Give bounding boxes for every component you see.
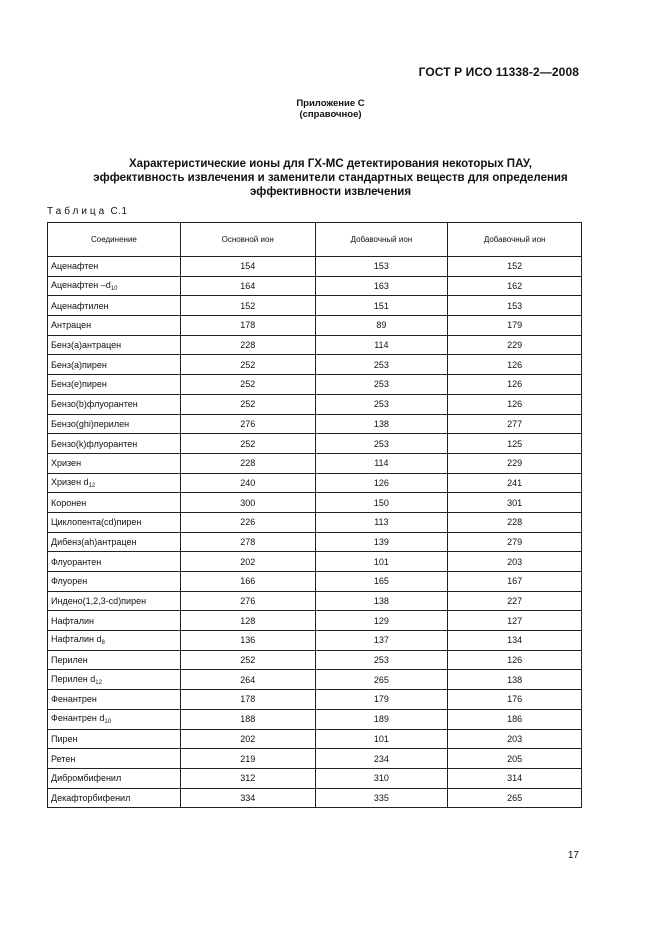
additional-ion-2-cell: 126 <box>448 375 582 395</box>
additional-ion-2-cell: 228 <box>448 512 582 532</box>
additional-ion-1-cell: 153 <box>315 257 448 277</box>
compound-name-cell <box>48 434 181 454</box>
main-ion-cell: 136 <box>180 631 315 651</box>
compound-name: Декафторбифенил <box>51 792 131 803</box>
additional-ion-1-cell: 113 <box>315 512 448 532</box>
compound-name-cell <box>48 257 181 277</box>
additional-ion-1-cell: 139 <box>315 532 448 552</box>
compound-name: Фенантрен <box>51 694 97 705</box>
additional-ion-1-cell: 138 <box>315 591 448 611</box>
compound-name: Дибенз(ah)антрацен <box>51 536 137 547</box>
table-row <box>48 355 582 375</box>
main-ion-cell: 264 <box>180 670 315 690</box>
main-ion-cell: 252 <box>180 375 315 395</box>
additional-ion-1-cell: 265 <box>315 670 448 690</box>
compound-name-cell <box>48 650 181 670</box>
additional-ion-2-cell: 314 <box>448 768 582 788</box>
main-ion-cell: 278 <box>180 532 315 552</box>
main-ion-cell: 240 <box>180 473 315 493</box>
compound-name: Бензо(b)флуорантен <box>51 399 138 410</box>
compound-name-cell <box>48 316 181 336</box>
table-row <box>48 434 582 454</box>
table-row <box>48 257 582 277</box>
main-ion-cell: 219 <box>180 749 315 769</box>
main-ion-cell: 228 <box>180 335 315 355</box>
table-row <box>48 729 582 749</box>
additional-ion-2-cell: 229 <box>448 335 582 355</box>
additional-ion-1-cell: 165 <box>315 572 448 592</box>
main-ion-cell: 152 <box>180 296 315 316</box>
compound-name: Аценафтилен <box>51 300 109 311</box>
document-code: ГОСТ Р ИСО 11338-2—2008 <box>418 65 579 79</box>
main-ion-cell: 276 <box>180 414 315 434</box>
main-ion-cell: 252 <box>180 434 315 454</box>
compound-name-cell <box>48 749 181 769</box>
compound-name-cell <box>48 512 181 532</box>
main-ion-cell: 164 <box>180 276 315 296</box>
main-ion-cell: 202 <box>180 552 315 572</box>
header-additional-ion-2: Добавочный ион <box>448 223 582 257</box>
additional-ion-1-cell: 101 <box>315 552 448 572</box>
compound-name-cell <box>48 709 181 729</box>
additional-ion-1-cell: 137 <box>315 631 448 651</box>
compound-name-cell <box>48 335 181 355</box>
compound-name-cell <box>48 532 181 552</box>
annex-title: Приложение С <box>296 98 365 109</box>
table-caption <box>47 206 128 217</box>
additional-ion-1-cell: 114 <box>315 335 448 355</box>
main-ion-cell: 154 <box>180 257 315 277</box>
table-row <box>48 473 582 493</box>
compound-name-cell <box>48 690 181 710</box>
compound-subscript: 12 <box>88 482 96 489</box>
compound-name-cell <box>48 473 181 493</box>
main-ion-cell: 188 <box>180 709 315 729</box>
compound-name-cell <box>48 768 181 788</box>
ions-table <box>47 222 582 808</box>
compound-name: Дибромбифенил <box>51 773 122 784</box>
main-ion-cell: 252 <box>180 394 315 414</box>
compound-name: Ретен <box>51 753 76 764</box>
title-line-1: Характеристические ионы для ГХ-МС детектирования некоторых ПАУ, <box>129 158 532 170</box>
table-row <box>48 453 582 473</box>
additional-ion-2-cell: 279 <box>448 532 582 552</box>
compound-name-cell <box>48 375 181 395</box>
additional-ion-2-cell: 176 <box>448 690 582 710</box>
additional-ion-2-cell: 167 <box>448 572 582 592</box>
table-row <box>48 670 582 690</box>
table-row <box>48 572 582 592</box>
additional-ion-1-cell: 163 <box>315 276 448 296</box>
table-row <box>48 650 582 670</box>
compound-subscript: 8 <box>101 640 105 647</box>
table-row <box>48 749 582 769</box>
compound-subscript: 10 <box>104 719 112 726</box>
main-ion-cell: 252 <box>180 355 315 375</box>
page-number: 17 <box>567 850 579 861</box>
main-ion-cell: 128 <box>180 611 315 631</box>
table-row <box>48 552 582 572</box>
main-ion-cell: 202 <box>180 729 315 749</box>
compound-subscript: 12 <box>95 679 102 686</box>
compound-name-cell <box>48 493 181 513</box>
header-additional-ion-1: Добавочный ион <box>315 223 448 257</box>
compound-name-cell <box>48 611 181 631</box>
additional-ion-1-cell: 189 <box>315 709 448 729</box>
page-title <box>60 157 601 199</box>
additional-ion-2-cell: 162 <box>448 276 582 296</box>
compound-name: Индено(1,2,3-cd)пирен <box>51 596 147 607</box>
additional-ion-1-cell: 179 <box>315 690 448 710</box>
additional-ion-2-cell: 227 <box>448 591 582 611</box>
compound-name: Пирен <box>51 733 78 744</box>
main-ion-cell: 252 <box>180 650 315 670</box>
additional-ion-2-cell: 126 <box>448 650 582 670</box>
header-compound: Соединение <box>48 223 181 257</box>
title-line-3: эффективности извлечения <box>249 186 412 198</box>
table-row <box>48 631 582 651</box>
compound-name: Хризен d <box>51 476 89 487</box>
table-row <box>48 296 582 316</box>
additional-ion-2-cell: 126 <box>448 394 582 414</box>
additional-ion-1-cell: 138 <box>315 414 448 434</box>
compound-name-cell <box>48 552 181 572</box>
additional-ion-1-cell: 150 <box>315 493 448 513</box>
table-row <box>48 493 582 513</box>
table-row <box>48 690 582 710</box>
table-row <box>48 611 582 631</box>
annex-heading <box>0 98 661 120</box>
compound-name-cell <box>48 355 181 375</box>
additional-ion-2-cell: 138 <box>448 670 582 690</box>
compound-name-cell <box>48 788 181 808</box>
table-row <box>48 788 582 808</box>
table-row <box>48 414 582 434</box>
compound-name: Циклопента(cd)пирен <box>51 517 142 528</box>
compound-name-cell <box>48 276 181 296</box>
compound-name: Антрацен <box>51 320 92 331</box>
compound-name: Хризен <box>51 458 82 469</box>
compound-name: Бенз(а)антрацен <box>51 340 122 351</box>
main-ion-cell: 228 <box>180 453 315 473</box>
compound-name: Аценафтен <box>51 261 99 272</box>
table-row <box>48 591 582 611</box>
annex-subtitle: (справочное) <box>299 109 362 120</box>
compound-name: Нафталин <box>51 615 94 626</box>
additional-ion-2-cell: 134 <box>448 631 582 651</box>
additional-ion-2-cell: 301 <box>448 493 582 513</box>
main-ion-cell: 300 <box>180 493 315 513</box>
compound-name-cell <box>48 631 181 651</box>
additional-ion-2-cell: 126 <box>448 355 582 375</box>
main-ion-cell: 178 <box>180 690 315 710</box>
main-ion-cell: 166 <box>180 572 315 592</box>
main-ion-cell: 312 <box>180 768 315 788</box>
compound-name-cell <box>48 572 181 592</box>
compound-name: Фенантрен d <box>51 713 105 724</box>
additional-ion-2-cell: 186 <box>448 709 582 729</box>
table-caption-word: Таблица <box>47 206 108 217</box>
compound-name: Коронен <box>51 497 87 508</box>
additional-ion-2-cell: 277 <box>448 414 582 434</box>
additional-ion-1-cell: 234 <box>315 749 448 769</box>
compound-name: Бензо(k)флуорантен <box>51 438 138 449</box>
additional-ion-1-cell: 253 <box>315 375 448 395</box>
compound-name: Флуорантен <box>51 556 102 567</box>
table-row <box>48 709 582 729</box>
compound-name-cell <box>48 670 181 690</box>
additional-ion-2-cell: 265 <box>448 788 582 808</box>
additional-ion-2-cell: 229 <box>448 453 582 473</box>
main-ion-cell: 226 <box>180 512 315 532</box>
table-row <box>48 532 582 552</box>
compound-name: Бензо(ghi)перилен <box>51 418 130 429</box>
main-ion-cell: 334 <box>180 788 315 808</box>
main-ion-cell: 276 <box>180 591 315 611</box>
additional-ion-1-cell: 310 <box>315 768 448 788</box>
additional-ion-1-cell: 151 <box>315 296 448 316</box>
additional-ion-2-cell: 125 <box>448 434 582 454</box>
table-caption-number: С.1 <box>110 206 128 217</box>
additional-ion-1-cell: 253 <box>315 650 448 670</box>
additional-ion-2-cell: 153 <box>448 296 582 316</box>
additional-ion-1-cell: 253 <box>315 394 448 414</box>
compound-name: Бенз(а)пирен <box>51 359 107 370</box>
compound-name-cell <box>48 453 181 473</box>
additional-ion-2-cell: 152 <box>448 257 582 277</box>
compound-name: Нафталин d <box>51 634 102 645</box>
table-row <box>48 316 582 336</box>
table-header-row <box>48 223 582 257</box>
additional-ion-1-cell: 126 <box>315 473 448 493</box>
header-main-ion: Основной ион <box>180 223 315 257</box>
table-body <box>48 257 582 808</box>
compound-name-cell <box>48 729 181 749</box>
additional-ion-1-cell: 335 <box>315 788 448 808</box>
table-row <box>48 276 582 296</box>
compound-name: Перилен d <box>51 673 96 684</box>
additional-ion-1-cell: 89 <box>315 316 448 336</box>
additional-ion-2-cell: 179 <box>448 316 582 336</box>
additional-ion-2-cell: 241 <box>448 473 582 493</box>
additional-ion-2-cell: 127 <box>448 611 582 631</box>
compound-name: Бенз(е)пирен <box>51 379 107 390</box>
additional-ion-1-cell: 253 <box>315 355 448 375</box>
compound-name-cell <box>48 414 181 434</box>
compound-name: Перилен <box>51 655 88 666</box>
additional-ion-2-cell: 203 <box>448 729 582 749</box>
compound-name: Флуорен <box>51 576 88 587</box>
table-row <box>48 512 582 532</box>
additional-ion-1-cell: 129 <box>315 611 448 631</box>
additional-ion-1-cell: 114 <box>315 453 448 473</box>
main-ion-cell: 178 <box>180 316 315 336</box>
additional-ion-2-cell: 203 <box>448 552 582 572</box>
compound-name: Аценафтен –d <box>51 280 111 291</box>
table-row <box>48 394 582 414</box>
compound-name-cell <box>48 296 181 316</box>
compound-name-cell <box>48 591 181 611</box>
compound-subscript: 10 <box>110 286 118 293</box>
title-line-2: эффективность извлечения и заменители стандартных веществ для определения <box>93 172 568 184</box>
table-row <box>48 768 582 788</box>
table-row <box>48 375 582 395</box>
compound-name-cell <box>48 394 181 414</box>
additional-ion-1-cell: 101 <box>315 729 448 749</box>
table-row <box>48 335 582 355</box>
additional-ion-2-cell: 205 <box>448 749 582 769</box>
additional-ion-1-cell: 253 <box>315 434 448 454</box>
